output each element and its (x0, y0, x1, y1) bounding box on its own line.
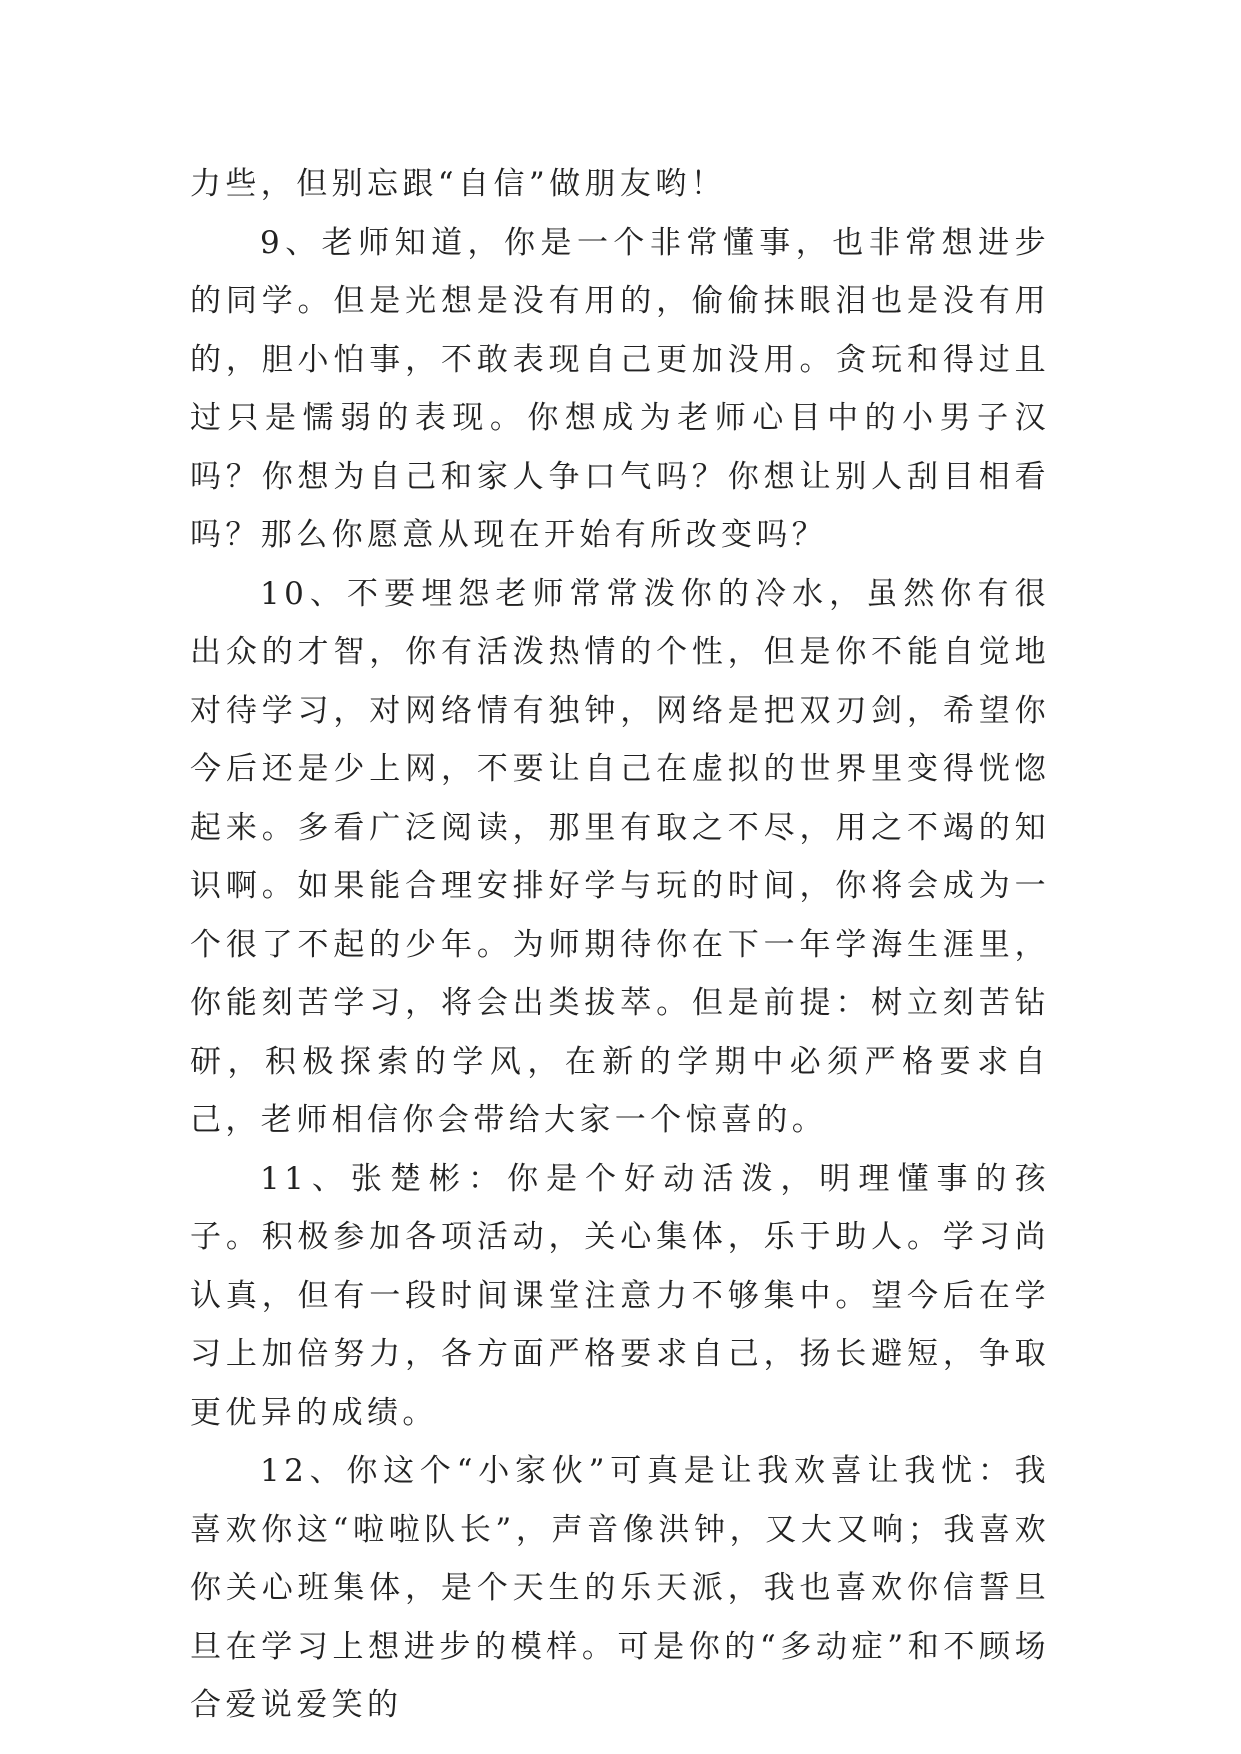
paragraph-comment-9: 9、老师知道，你是一个非常懂事，也非常想进步的同学。但是光想是没有用的，偷偷抹眼泪也是没有用的，胆小怕事，不敢表现自己更加没用。贪玩和得过且过只是懦弱的表现。你想成为老师心目中的小男子汉吗？你想为自己和家人争口气吗？你想让别人刮目相看吗？那么你愿意从现在开始有所改变吗？ (190, 224, 1050, 553)
document-body (190, 155, 1050, 1735)
paragraph-comment-11: 11、张楚彬：你是个好动活泼，明理懂事的孩子。积极参加各项活动，关心集体，乐于助人。学习尚认真，但有一段时间课堂注意力不够集中。望今后在学习上加倍努力，各方面严格要求自己，扬长避短，争取更优异的成绩。 (190, 1160, 1050, 1431)
paragraph-continuation: 力些，但别忘跟“自信”做朋友哟！ (190, 166, 727, 202)
paragraph-comment-10: 10、不要埋怨老师常常泼你的冷水，虽然你有很出众的才智，你有活泼热情的个性，但是你不能自觉地对待学习，对网络情有独钟，网络是把双刃剑，希望你今后还是少上网，不要让自己在虚拟的世界里变得恍惚起来。多看广泛阅读，那里有取之不尽，用之不竭的知识啊。如果能合理安排好学与玩的时间，你将会成为一个很了不起的少年。为师期待你在下一年学海生涯里，你能刻苦学习，将会出类拔萃。但是前提：树立刻苦钻研，积极探索的学风，在新的学期中必须严格要求自己，老师相信你会带给大家一个惊喜的。 (190, 575, 1050, 1138)
paragraph-comment-12: 12、你这个“小家伙”可真是让我欢喜让我忧：我喜欢你这“啦啦队长”，声音像洪钟，又大又响；我喜欢你关心班集体，是个天生的乐天派，我也喜欢你信誓旦旦在学习上想进步的模样。可是你的“多动症”和不顾场合爱说爱笑的 (190, 1453, 1050, 1723)
